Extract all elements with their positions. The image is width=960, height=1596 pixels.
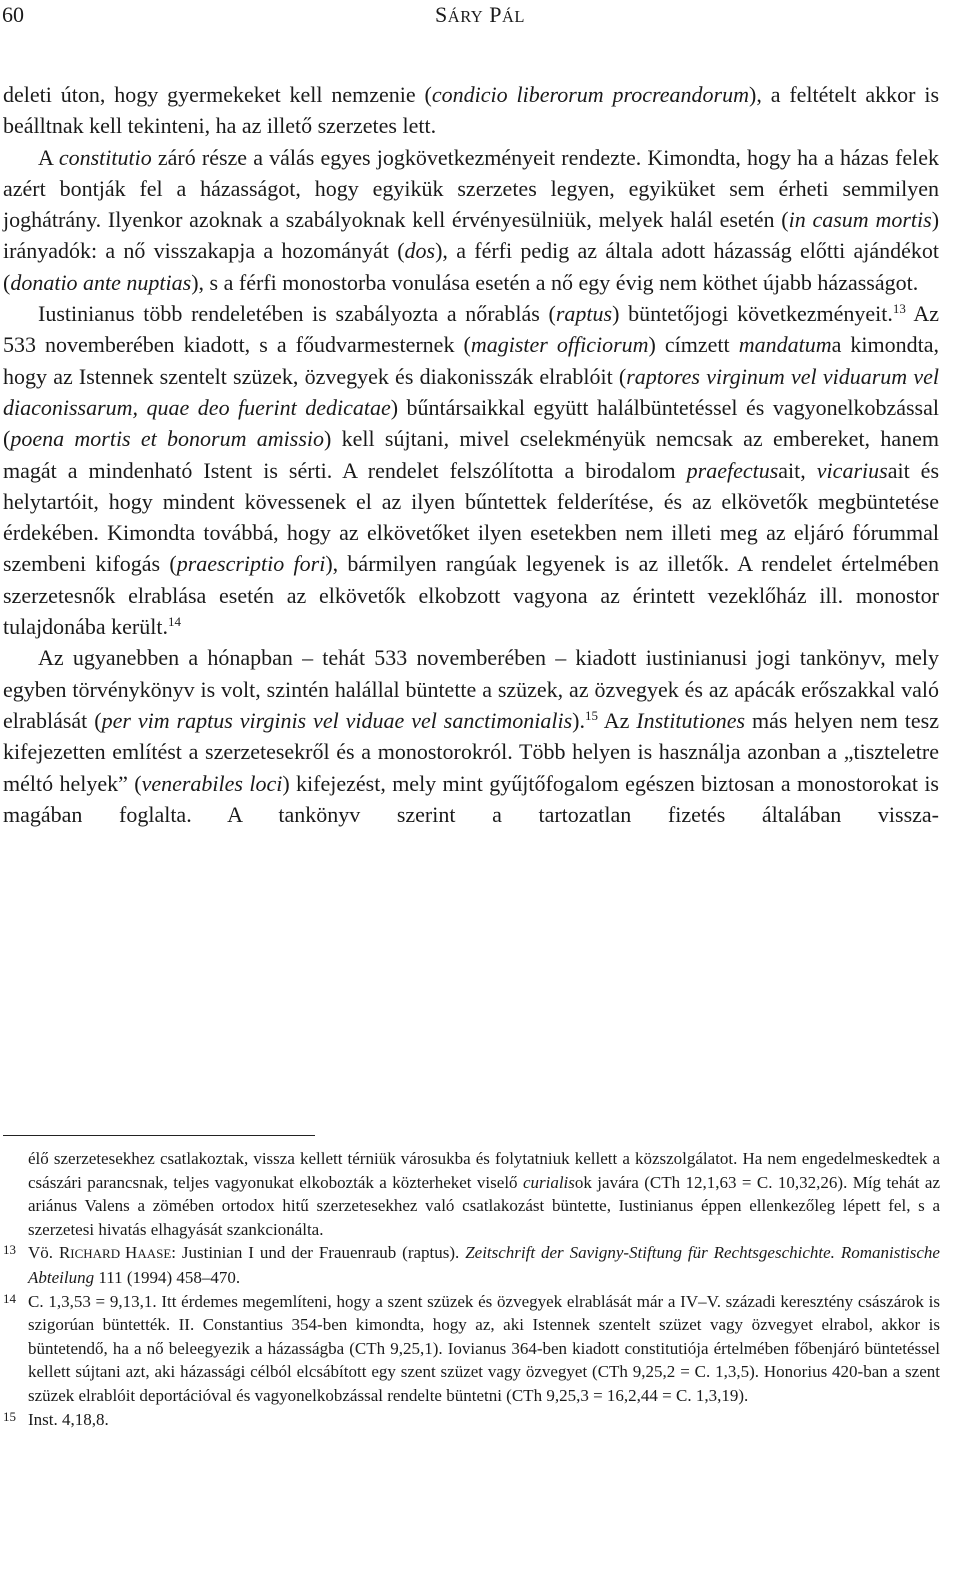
footnote-ref-15[interactable]: 15 <box>584 707 598 723</box>
page-number: 60 <box>2 2 24 27</box>
paragraph-2: A constitutio záró része a válás egyes jogkövetkezményeit rendezte. Kimondta, hogy ha a házas felek azért bontják fel a házasságot, hogy egyikük szerzetes legyen, egyiküket sem érheti semmilyen joghátrány. Ilyenkor azoknak a szabályoknak kell érvényesülniük, melyek halál esetén (in casum mortis) irányadók: a nő visszakapja a hozományát (dos), a férfi pedig az általa adott házasság előtti ajándékot (donatio ante nuptias), s a férfi monostorba vonulása esetén a nő egy évig nem köthet újabb házasságot. <box>3 144 940 295</box>
page-header <box>0 0 960 34</box>
paragraph-3: Iustinianus több rendeletében is szabályozta a nőrablás (raptus) büntetőjogi következményeit.$^{13}$ Az 533 novemberében kiadott, s a főudvarmesternek (magister officiorum) címzett mandatuma kimondta, hogy az Istennek szentelt szüzek, özvegyek és diakonisszák elrablóit (raptores virginum vel viduarum vel diaconissarum, quae deo fuerint dedicatae) bűntársaikkal együtt halálbüntetéssel és vagyonelkobzással (poena mortis et bonorum amissio) kell sújtani, mivel cselekményük nemcsak az embereket, hanem magát a mindenható Istent is sérti. A rendelet felszólította a birodalom praefectusait, vicariusait és helytartóit, hogy mindent kövessenek el az ilyen bűntettek felderítése, és az elkövetők megbüntetése érdekében. Kimondta továbbá, hogy az elkövetőket ilyen esetekben nem illeti meg az eljáró fórummal szembeni kifogás (praescriptio fori), bármilyen rangúak legyenek is az illetők. A rendelet értelmében szerzetesnők elrablása esetén az elkövetők elkobzott vagyona az érintett vezeklőház ill. monostor tulajdonába került.$^{14}$ <box>3 301 940 640</box>
paragraph-1: deleti úton, hogy gyermekeket kell nemzenie (condicio liberorum procreandorum), a feltételt akkor is beálltnak kell tekinteni, ha az illető szerzetes lett. <box>3 82 940 139</box>
footnote-14: 14 C. 1,3,53 = 9,13,1. Itt érdemes megemlíteni, hogy a szent szüzek és özvegyek elrablását már a IV–V. századi keresztény császárok is szigorúan büntették. II. Constantius 354-ben kimondta, hogy az, aki Istennek szentelt szüzet vagy özvegyet elrabol, akkor is büntetendő, ha a nő beleegyezik a házasságba (CTh 9,25,1). Iovianus 364-ben kiadott constitutiója értelmében főbenjáró büntetéssel kellett sújtani azt, aki házassági célból elcsábított egy szent szüzet vagy özvegyet (CTh 9,25,2 = C. 1,3,5). Honorius 420-ban a szent szüzek elrablóit deportációval és vagyonelkobzással rendelte büntetni (CTh 9,25,3 = 16,2,44 = C. 1,3,19). <box>3 1290 940 1408</box>
footnote-ref-13[interactable]: 13 <box>892 301 906 317</box>
footnote-ref-14[interactable]: 14 <box>167 614 181 630</box>
footnote-number: 14 <box>3 1290 16 1306</box>
footnote-number: 13 <box>3 1242 16 1258</box>
footnote-separator <box>3 1135 315 1136</box>
main-text <box>3 79 939 830</box>
running-head-author: SÁRY PÁL <box>435 2 525 27</box>
footnote-continuation: élő szerzetesekhez csatlakoztak, vissza kellett térniük városukba és folytatniuk kellett a közszolgálatot. Ha nem engedelmeskedtek a császári parancsnak, teljes vagyonukat elkobozták a közterheket viselő curialisok javára (CTh 12,1,63 = C. 10,32,26). Míg tehát az ariánus Valens a zömében ortodox hitű szerzetesekhez való csatlakozást büntette, Iustinianus éppen ellenkezőleg lépett fel, s a szerzetesi hivatás elhagyását szankcionálta. <box>28 1149 940 1239</box>
footnotes <box>3 1147 940 1431</box>
footnote-13: 13 Vö. RICHARD HAASE: Justinian I und der Frauenraub (raptus). Zeitschrift der Savigny-Stiftung für Rechtsgeschichte. Romanistische Abteilung 111 (1994) 458–470. <box>3 1241 940 1289</box>
footnote-15: 15 Inst. 4,18,8. <box>3 1408 940 1432</box>
footnote-number: 15 <box>3 1408 16 1424</box>
paragraph-4: Az ugyanebben a hónapban – tehát 533 novemberében – kiadott iustinianusi jogi tankönyv, mely egyben törvénykönyv is volt, szintén halállal büntette a szüzek, az özvegyek és az apácák erőszakkal való elrablását (per vim raptus virginis vel viduae vel sanctimonialis).$^{15}$ Az Institutiones más helyen nem tesz kifejezetten említést a szerzetesekről és a monostorokról. Több helyen is használja azonban a „tiszteletre méltó helyek” (venerabiles loci) kifejezést, mely mint gyűjtőfogalom egészen biztosan a monostorokat is magában foglalta. A tankönyv szerint a tartozatlan fizetés általában vissza- <box>3 645 939 827</box>
